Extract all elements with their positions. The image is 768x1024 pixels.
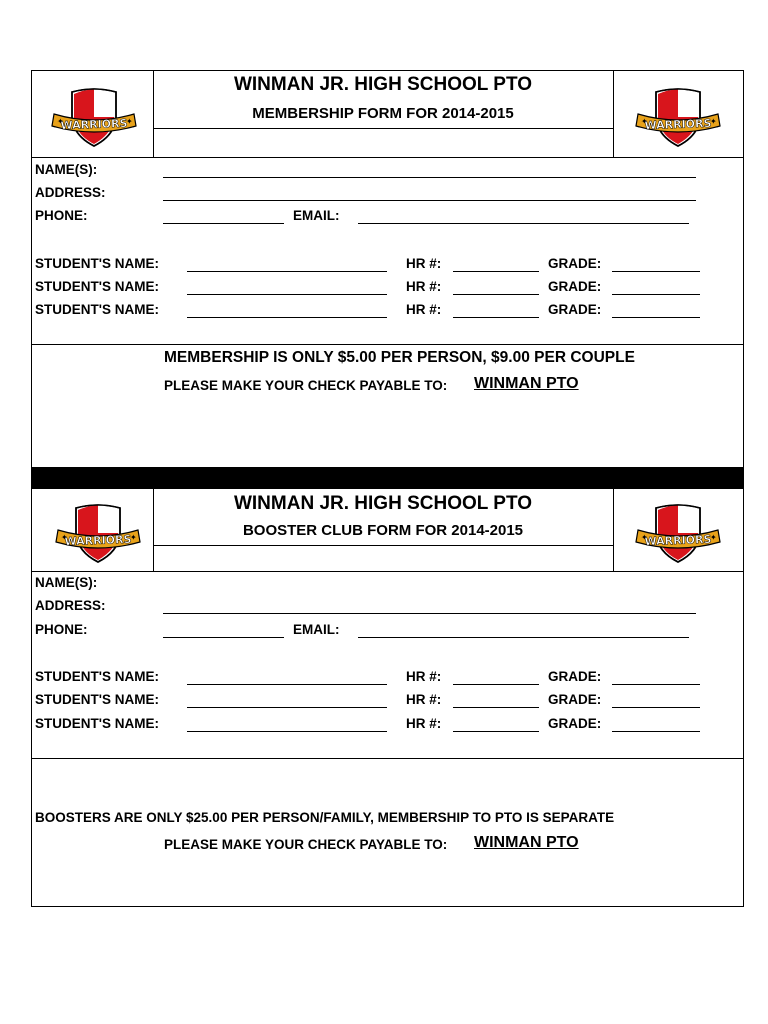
student-name-field[interactable] xyxy=(187,731,387,732)
student-name-field[interactable] xyxy=(187,317,387,318)
email-field[interactable] xyxy=(358,637,689,638)
student-name-label: STUDENT'S NAME: xyxy=(35,716,159,731)
names-label: NAME(S): xyxy=(35,162,98,177)
hr-label: HR #: xyxy=(406,716,442,731)
grade-field[interactable] xyxy=(612,684,700,685)
payee-name: WINMAN PTO xyxy=(474,834,579,851)
hr-label: HR #: xyxy=(406,279,442,294)
hr-label: HR #: xyxy=(406,692,442,707)
header-subrule xyxy=(153,128,613,129)
form-separator-bar xyxy=(31,467,744,489)
header-divider-right xyxy=(613,488,614,572)
email-label: EMAIL: xyxy=(293,208,340,223)
hr-label: HR #: xyxy=(406,669,442,684)
phone-label: PHONE: xyxy=(35,622,88,637)
student-name-field[interactable] xyxy=(187,271,387,272)
header-bottom-rule xyxy=(31,571,744,572)
form-title: BOOSTER CLUB FORM FOR 2014-2015 xyxy=(242,522,524,539)
grade-field[interactable] xyxy=(612,731,700,732)
grade-label: GRADE: xyxy=(548,692,602,707)
header-subrule xyxy=(153,545,613,546)
phone-field[interactable] xyxy=(163,637,284,638)
fields-bottom-rule xyxy=(31,758,744,759)
hr-label: HR #: xyxy=(406,302,442,317)
address-field[interactable] xyxy=(163,200,696,201)
hr-field[interactable] xyxy=(453,271,539,272)
payable-note: PLEASE MAKE YOUR CHECK PAYABLE TO: xyxy=(164,378,448,393)
price-note: MEMBERSHIP IS ONLY $5.00 PER PERSON, $9.00 PER COUPLE xyxy=(164,349,635,366)
payee-name: WINMAN PTO xyxy=(474,375,579,392)
price-note: BOOSTERS ARE ONLY $25.00 PER PERSON/FAMILY, MEMBERSHIP TO PTO IS SEPARATE xyxy=(35,810,615,825)
hr-label: HR #: xyxy=(406,256,442,271)
grade-label: GRADE: xyxy=(548,256,602,271)
student-name-label: STUDENT'S NAME: xyxy=(35,279,159,294)
names-field[interactable] xyxy=(163,177,696,178)
hr-field[interactable] xyxy=(453,294,539,295)
warriors-logo-icon xyxy=(48,86,140,148)
school-title: WINMAN JR. HIGH SCHOOL PTO xyxy=(233,493,533,514)
grade-field[interactable] xyxy=(612,294,700,295)
fields-bottom-rule xyxy=(31,344,744,345)
student-name-field[interactable] xyxy=(187,707,387,708)
student-name-label: STUDENT'S NAME: xyxy=(35,692,159,707)
email-label: EMAIL: xyxy=(293,622,340,637)
hr-field[interactable] xyxy=(453,684,539,685)
grade-label: GRADE: xyxy=(548,279,602,294)
email-field[interactable] xyxy=(358,223,689,224)
address-label: ADDRESS: xyxy=(35,185,106,200)
student-name-field[interactable] xyxy=(187,294,387,295)
hr-field[interactable] xyxy=(453,731,539,732)
grade-label: GRADE: xyxy=(548,669,602,684)
warriors-logo-icon xyxy=(632,502,724,564)
student-name-field[interactable] xyxy=(187,684,387,685)
student-name-label: STUDENT'S NAME: xyxy=(35,669,159,684)
form-title: MEMBERSHIP FORM FOR 2014-2015 xyxy=(252,105,514,122)
names-label: NAME(S): xyxy=(35,575,98,590)
grade-field[interactable] xyxy=(612,707,700,708)
grade-label: GRADE: xyxy=(548,716,602,731)
header-divider-right xyxy=(613,70,614,158)
grade-label: GRADE: xyxy=(548,302,602,317)
hr-field[interactable] xyxy=(453,707,539,708)
student-name-label: STUDENT'S NAME: xyxy=(35,256,159,271)
phone-label: PHONE: xyxy=(35,208,88,223)
grade-field[interactable] xyxy=(612,317,700,318)
header-bottom-rule xyxy=(31,157,744,158)
warriors-logo-icon xyxy=(632,86,724,148)
warriors-logo-icon xyxy=(52,502,144,564)
school-title: WINMAN JR. HIGH SCHOOL PTO xyxy=(233,74,533,95)
payable-note: PLEASE MAKE YOUR CHECK PAYABLE TO: xyxy=(164,837,448,852)
address-field[interactable] xyxy=(163,613,696,614)
student-name-label: STUDENT'S NAME: xyxy=(35,302,159,317)
grade-field[interactable] xyxy=(612,271,700,272)
address-label: ADDRESS: xyxy=(35,598,106,613)
hr-field[interactable] xyxy=(453,317,539,318)
phone-field[interactable] xyxy=(163,223,284,224)
